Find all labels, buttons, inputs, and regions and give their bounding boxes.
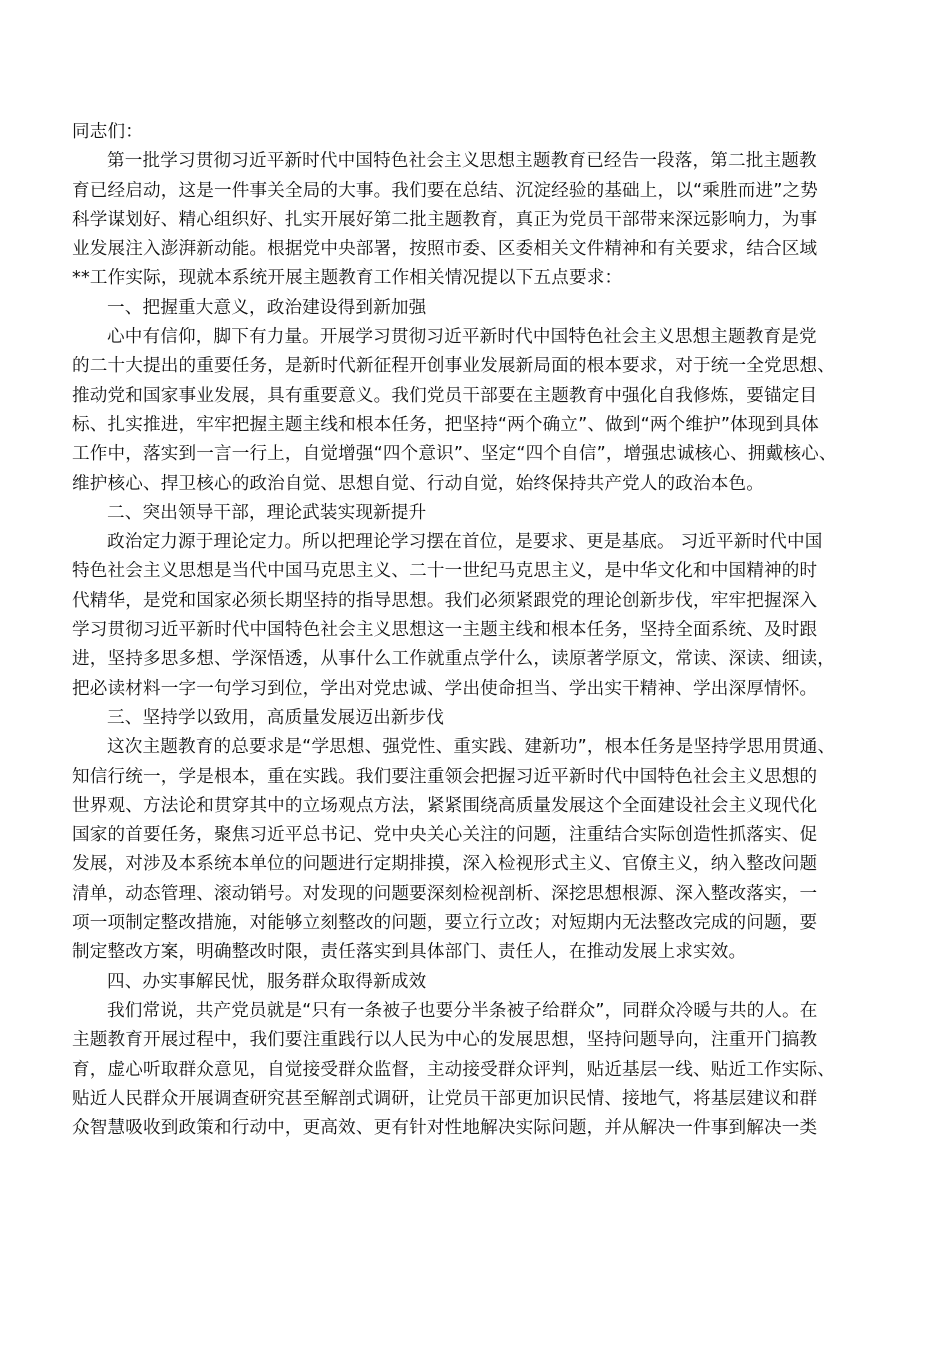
section-heading: 一、把握重大意义，政治建设得到新加强 xyxy=(107,297,427,318)
paragraph-line: 的二十大提出的重要任务，是新时代新征程开创事业发展新局面的根本要求，对于统一全党思想、 xyxy=(72,356,835,377)
paragraph-line: 第一批学习贯彻习近平新时代中国特色社会主义思想主题教育已经告一段落，第二批主题教 xyxy=(107,151,817,172)
paragraph-line: 政治定力源于理论定力。所以把理论学习摆在首位，是要求、更是基底。 习近平新时代中国 xyxy=(107,532,823,553)
paragraph-line: 科学谋划好、精心组织好、扎实开展好第二批主题教育，真正为党员干部带来深远影响力，为事 xyxy=(72,209,818,230)
paragraph-line: 业发展注入澎湃新动能。根据党中央部署，按照市委、区委相关文件精神和有关要求，结合区域 xyxy=(72,239,818,260)
paragraph-line: 清单，动态管理、滚动销号。对发现的问题要深刻检视剖析、深挖思想根源、深入整改落实，一 xyxy=(72,883,818,904)
paragraph-line: 工作中，落实到一言一行上，自觉增强“四个意识”、坚定“四个自信”，增强忠诚核心、拥戴核心、 xyxy=(72,444,837,465)
paragraph-line: 制定整改方案，明确整改时限，责任落实到具体部门、责任人，在推动发展上求实效。 xyxy=(72,942,747,963)
section-heading: 四、办实事解民忧，服务群众取得新成效 xyxy=(107,971,427,992)
paragraph-line: 知信行统一，学是根本，重在实践。我们要注重领会把握习近平新时代中国特色社会主义思想的 xyxy=(72,766,818,787)
paragraph-line: 维护核心、捍卫核心的政治自觉、思想自觉、行动自觉，始终保持共产党人的政治本色。 xyxy=(72,473,765,494)
paragraph-line: 进，坚持多思多想、学深悟透，从事什么工作就重点学什么，读原著学原文，常读、深读、细读， xyxy=(72,649,835,670)
paragraph-line: 项一项制定整改措施，对能够立刻整改的问题，要立行立改；对短期内无法整改完成的问题，要 xyxy=(72,913,818,934)
paragraph-line: 代精华，是党和国家必须长期坚持的指导思想。我们必须紧跟党的理论创新步伐，牢牢把握深入 xyxy=(72,590,818,611)
salutation: 同志们： xyxy=(72,122,143,142)
paragraph-line: 我们常说，共产党员就是“只有一条被子也要分半条被子给群众”，同群众冷暖与共的人。在 xyxy=(107,1000,818,1021)
paragraph-line: 贴近人民群众开展调查研究甚至解剖式调研，让党员干部更加识民情、接地气，将基层建议和群 xyxy=(72,1088,818,1109)
paragraph-line: **工作实际，现就本系统开展主题教育工作相关情况提以下五点要求： xyxy=(72,268,623,289)
section-heading: 三、坚持学以致用，高质量发展迈出新步伐 xyxy=(107,707,445,728)
paragraph-line: 推动党和国家事业发展，具有重要意义。我们党员干部要在主题教育中强化自我修炼，要锚定目 xyxy=(72,385,818,406)
paragraph-line: 特色社会主义思想是当代中国马克思主义、二十一世纪马克思主义，是中华文化和中国精神的时 xyxy=(72,561,818,582)
paragraph-line: 育已经启动，这是一件事关全局的大事。我们要在总结、沉淀经验的基础上，以“乘胜而进”之势 xyxy=(72,180,819,201)
section-heading: 二、突出领导干部，理论武装实现新提升 xyxy=(107,502,427,523)
paragraph-line: 国家的首要任务，聚焦习近平总书记、党中央关心关注的问题，注重结合实际创造性抓落实、促 xyxy=(72,825,818,846)
paragraph-line: 发展，对涉及本系统本单位的问题进行定期排摸，深入检视形式主义、官僚主义，纳入整改问题 xyxy=(72,854,818,875)
paragraph-line: 把必读材料一字一句学习到位，学出对党忠诚、学出使命担当、学出实干精神、学出深厚情怀。 xyxy=(72,678,818,699)
paragraph-line: 世界观、方法论和贯穿其中的立场观点方法，紧紧围绕高质量发展这个全面建设社会主义现代化 xyxy=(72,795,818,816)
paragraph-line: 标、扎实推进，牢牢把握主题主线和根本任务，把坚持“两个确立”、做到“两个维护”体现到具体 xyxy=(72,414,819,435)
paragraph-line: 学习贯彻习近平新时代中国特色社会主义思想这一主题主线和根本任务，坚持全面系统、及时跟 xyxy=(72,620,818,641)
paragraph-line: 这次主题教育的总要求是“学思想、强党性、重实践、建新功”，根本任务是坚持学思用贯通、 xyxy=(107,737,836,758)
paragraph-line: 心中有信仰，脚下有力量。开展学习贯彻习近平新时代中国特色社会主义思想主题教育是党 xyxy=(107,327,817,348)
paragraph-line: 主题教育开展过程中，我们要注重践行以人民为中心的发展思想，坚持问题导向，注重开门搞教 xyxy=(72,1030,818,1051)
paragraph-line: 育，虚心听取群众意见，自觉接受群众监督，主动接受群众评判，贴近基层一线、贴近工作实际、 xyxy=(72,1059,835,1080)
document-page xyxy=(72,118,898,1143)
paragraph-line: 众智慧吸收到政策和行动中，更高效、更有针对性地解决实际问题，并从解决一件事到解决一类 xyxy=(72,1118,818,1139)
